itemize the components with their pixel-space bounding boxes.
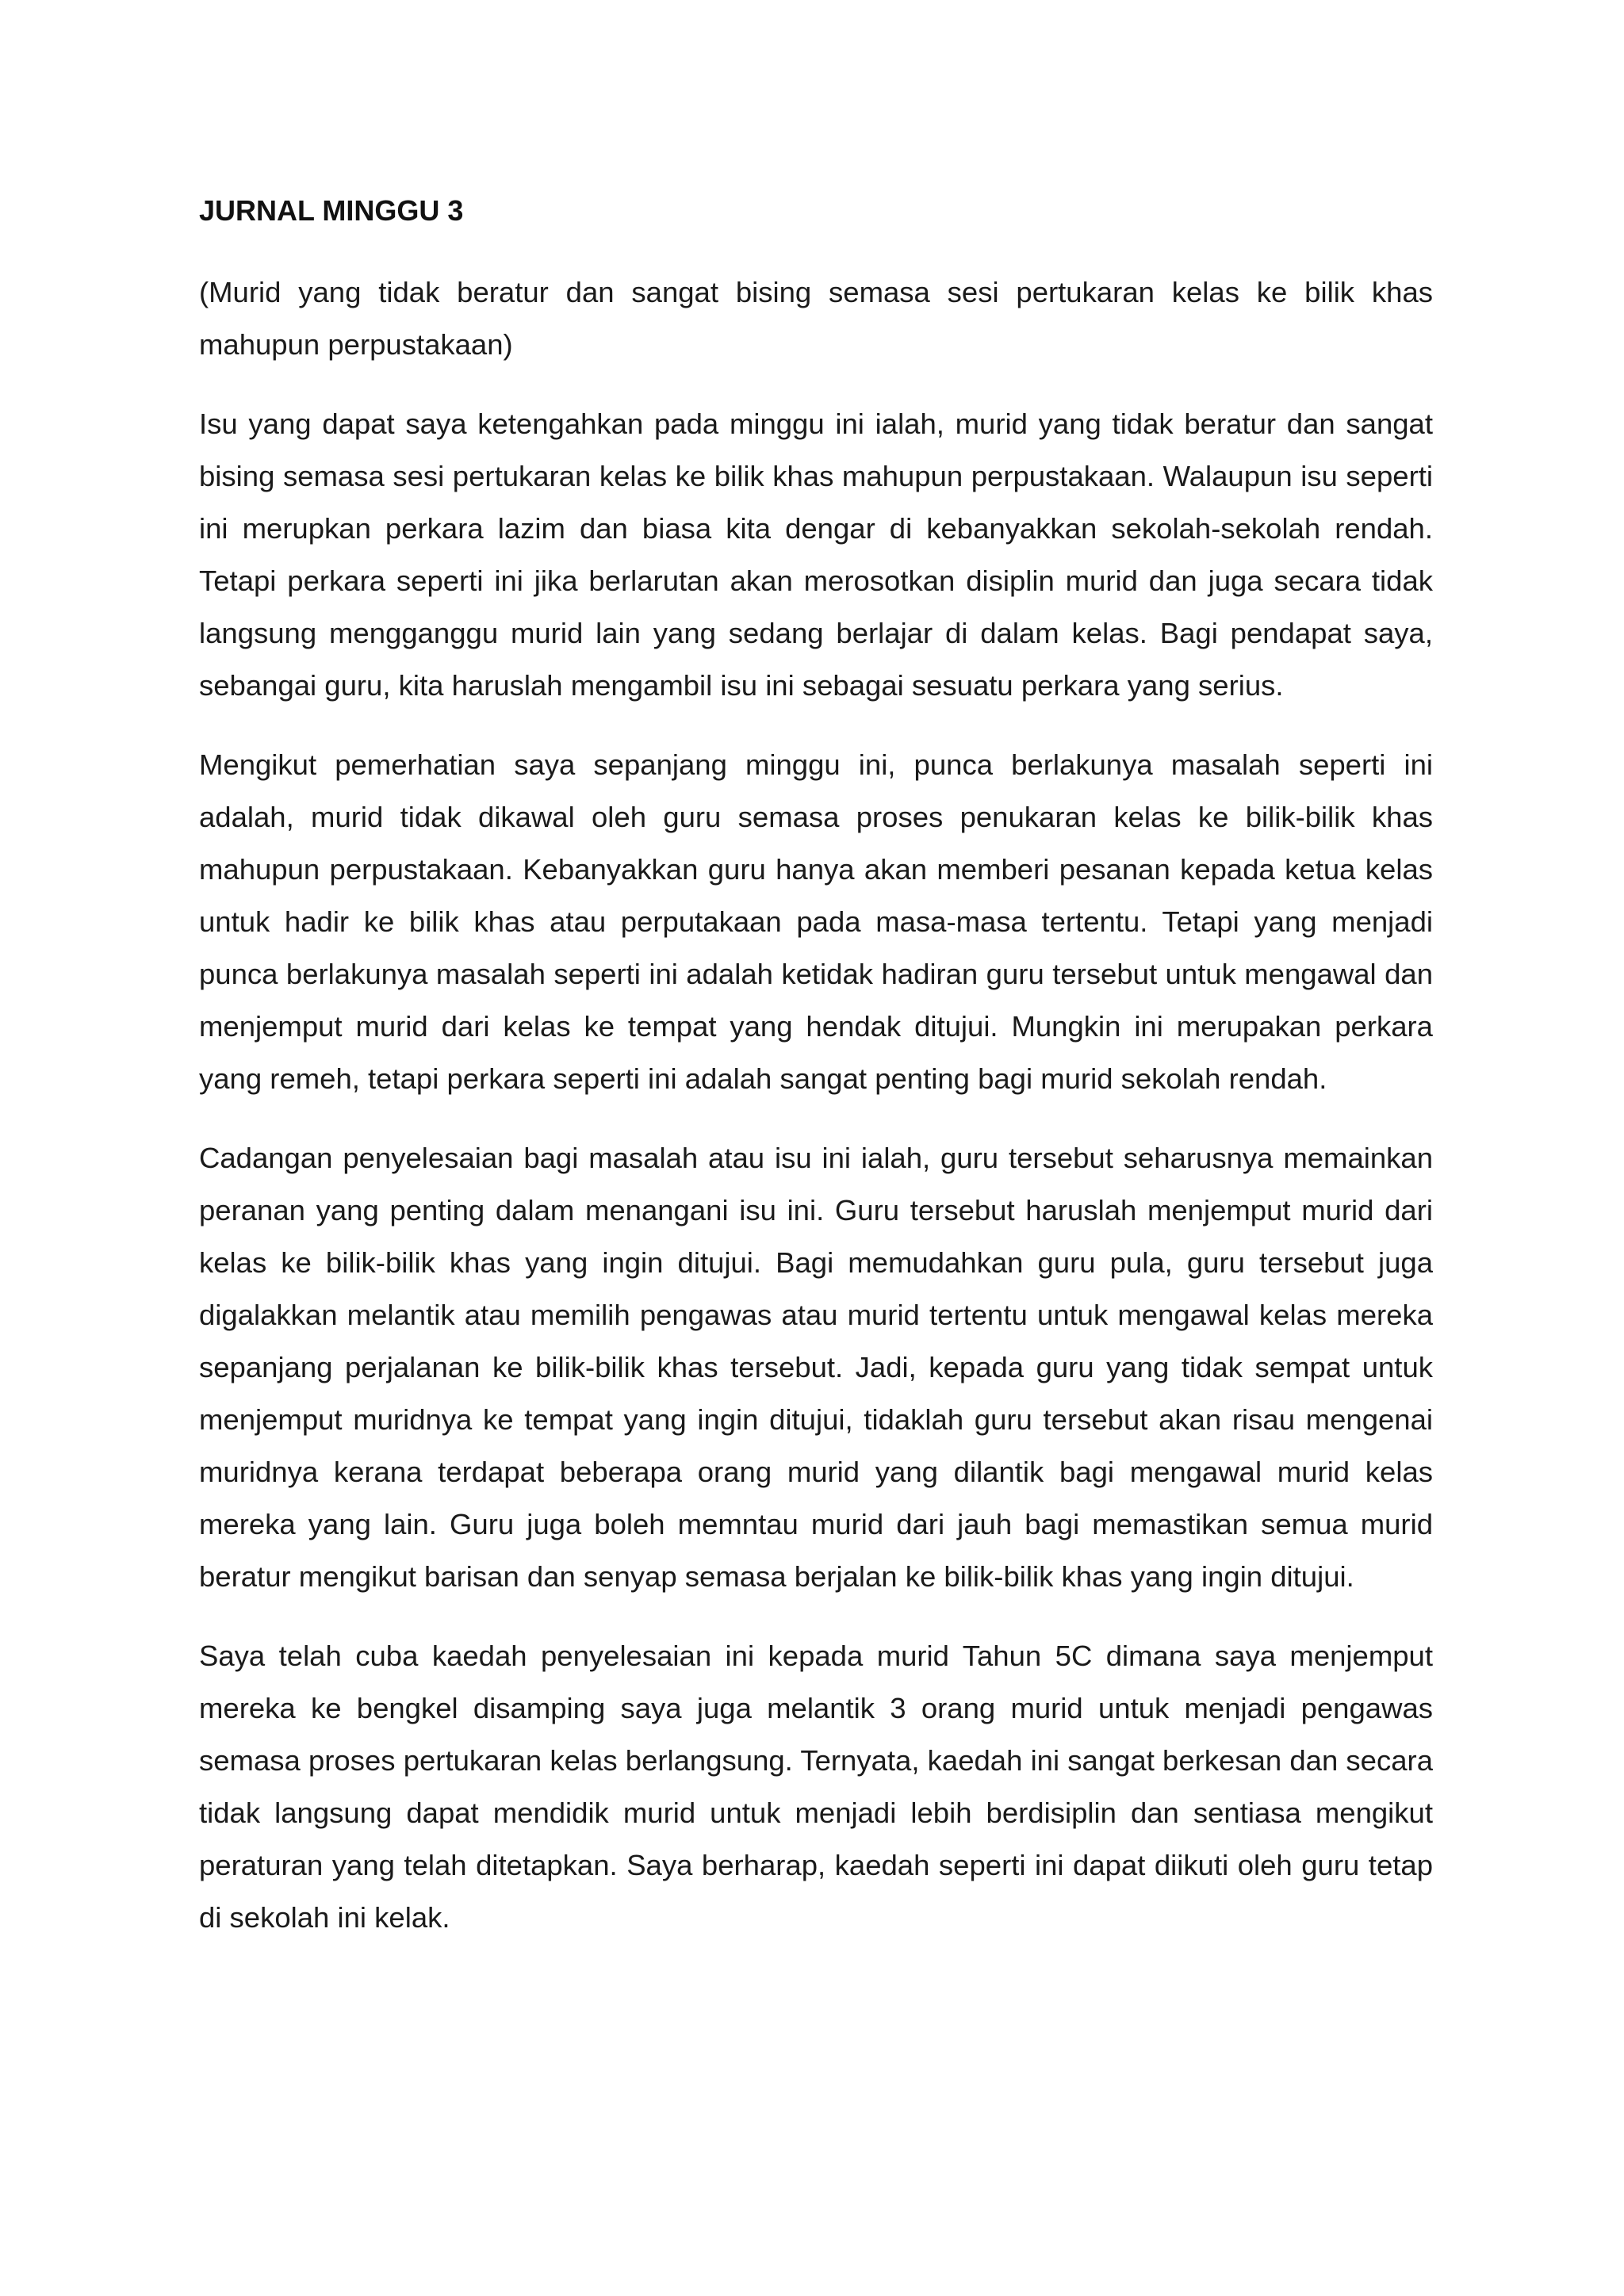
document-page [199,192,1433,1971]
observation-paragraph: Mengikut pemerhatian saya sepanjang minggu ini, punca berlakunya masalah seperti ini adalah, murid tidak dikawal oleh guru semasa proses penukaran kelas ke bilik-bilik khas mahupun perpustakaan. Kebanyakkan guru hanya akan memberi pesanan kepada ketua kelas untuk hadir ke bilik khas atau perputakaan pada masa-masa tertentu. Tetapi yang menjadi punca berlakunya masalah seperti ini adalah ketidak hadiran guru tersebut untuk mengawal dan menjemput murid dari kelas ke tempat yang hendak ditujui. Mungkin ini merupakan perkara yang remeh, tetapi perkara seperti ini adalah sangat penting bagi murid sekolah rendah. [199,748,1433,1095]
subtitle-paragraph: (Murid yang tidak beratur dan sangat bising semasa sesi pertukaran kelas ke bilik khas mahupun perpustakaan) [199,276,1433,361]
document-title: JURNAL MINGGU 3 [199,194,464,227]
solution-paragraph: Cadangan penyelesaian bagi masalah atau isu ini ialah, guru tersebut seharusnya memainkan peranan yang penting dalam menangani isu ini. Guru tersebut haruslah menjemput murid dari kelas ke bilik-bilik khas yang ingin ditujui. Bagi memudahkan guru pula, guru tersebut juga digalakkan melantik atau memilih pengawas atau murid tertentu untuk mengawal kelas mereka sepanjang perjalanan ke bilik-bilik khas tersebut. Jadi, kepada guru yang tidak sempat untuk menjemput muridnya ke tempat yang ingin ditujui, tidaklah guru tersebut akan risau mengenai muridnya kerana terdapat beberapa orang murid yang dilantik bagi mengawal murid kelas mereka yang lain. Guru juga boleh memntau murid dari jauh bagi memastikan semua murid beratur mengikut barisan dan senyap semasa berjalan ke bilik-bilik khas yang ingin ditujui. [199,1142,1433,1593]
result-paragraph: Saya telah cuba kaedah penyelesaian ini kepada murid Tahun 5C dimana saya menjemput mereka ke bengkel disamping saya juga melantik 3 orang murid untuk menjadi pengawas semasa proses pertukaran kelas berlangsung. Ternyata, kaedah ini sangat berkesan dan secara tidak langsung dapat mendidik murid untuk menjadi lebih berdisiplin dan sentiasa mengikut peraturan yang telah ditetapkan. Saya berharap, kaedah seperti ini dapat diikuti oleh guru tetap di sekolah ini kelak. [199,1640,1433,1934]
issue-paragraph: Isu yang dapat saya ketengahkan pada minggu ini ialah, murid yang tidak beratur dan sangat bising semasa sesi pertukaran kelas ke bilik khas mahupun perpustakaan. Walaupun isu seperti ini merupkan perkara lazim dan biasa kita dengar di kebanyakkan sekolah-sekolah rendah. Tetapi perkara seperti ini jika berlarutan akan merosotkan disiplin murid dan juga secara tidak langsung mengganggu murid lain yang sedang berlajar di dalam kelas. Bagi pendapat saya, sebangai guru, kita haruslah mengambil isu ini sebagai sesuatu perkara yang serius. [199,408,1433,702]
